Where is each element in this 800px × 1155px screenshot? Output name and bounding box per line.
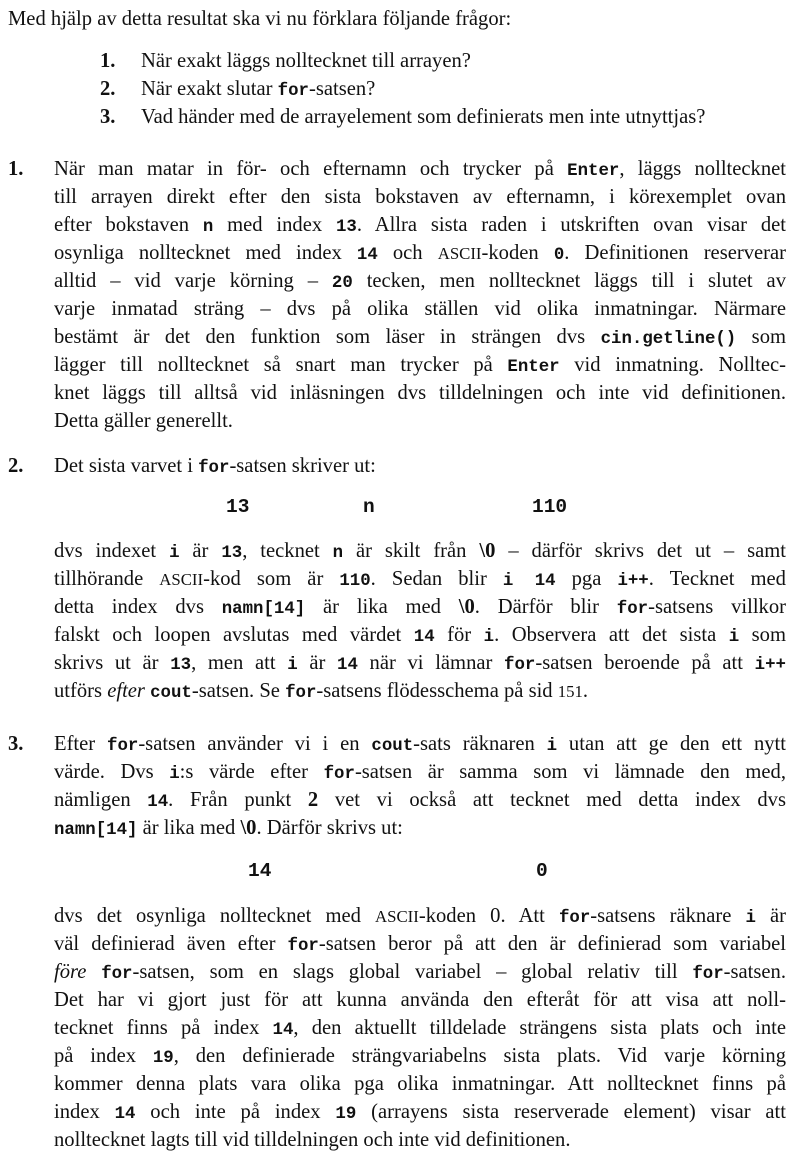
paragraph-line: detta index dvs namn[14] är lika med \0. Därför blir for-satsens villkor [54, 596, 786, 619]
paragraph-line: varje inmatad sträng – dvs på olika ställen vid olika inmatningar. Närmare [54, 298, 786, 320]
paragraph-line: nämligen 14. Från punkt 2 vet vi också att tecknet med detta index dvs [54, 789, 786, 812]
paragraph-line: utförs efter cout-satsen. Se for-satsens flödesschema på sid 151. [54, 680, 589, 703]
paragraph-line: lägger till nolltecknet så snart man trycker på Enter vid inmatning. Nolltec- [54, 354, 786, 377]
paragraph-line: Det har vi gjort just för att kunna använda den efteråt för att visa att noll- [54, 989, 786, 1011]
paragraph-line: bestämt är det den funktion som läser in strängen dvs cin.getline() som [54, 326, 787, 349]
answer-number: 2. [8, 455, 24, 477]
paragraph-line: När man matar in för- och efternamn och trycker på Enter, läggs nolltecknet [54, 158, 786, 181]
paragraph-line: väl definierad även efter for-satsen beror på att den är definierad som variabel [54, 933, 786, 956]
output-index: 14 [248, 860, 272, 882]
paragraph-line: tillhörande ASCII-kod som är 110. Sedan blir i 14 pga i++. Tecknet med [54, 568, 786, 591]
paragraph-line: dvs det osynliga nolltecknet med ASCII-koden 0. Att for-satsens räknare i är [54, 905, 786, 928]
question-2: När exakt slutar for-satsen? [141, 78, 376, 101]
paragraph-line: Det sista varvet i for-satsen skriver ut: [54, 455, 376, 478]
paragraph-line: kommer denna plats vara olika pga olika inmatningar. Att nolltecknet finns på [54, 1073, 786, 1095]
paragraph-line: Efter for-satsen använder vi i en cout-sats räknaren i utan att ge den ett nytt [54, 733, 786, 756]
paragraph-line: osynliga nolltecknet med index 14 och ASCII-koden 0. Definitionen reserverar [54, 242, 786, 265]
paragraph-line: tecknet finns på index 14, den aktuellt tilldelade strängens sista plats och inte [54, 1017, 786, 1040]
paragraph-line: namn[14] är lika med \0. Därför skrivs ut: [54, 817, 403, 840]
paragraph-line: efter bokstaven n med index 13. Allra sista raden i utskriften ovan visar det [54, 214, 786, 237]
question-number: 2. [100, 78, 116, 100]
paragraph-line: knet läggs till alltså vid inläsningen dvs tilldelningen och inte vid definitionen. [54, 382, 786, 404]
paragraph-line: index 14 och inte på index 19 (arrayens sista reserverade element) visar att [54, 1101, 786, 1124]
question-3: Vad händer med de arrayelement som definierats men inte utnyttjas? [141, 106, 706, 128]
question-number: 3. [100, 106, 116, 128]
paragraph-line: på index 19, den definierade strängvariabelns sista plats. Vid varje körning [54, 1045, 786, 1068]
paragraph-line: Detta gäller generellt. [54, 410, 233, 432]
question-1: När exakt läggs nolltecknet till arrayen? [141, 50, 471, 72]
paragraph-line: nolltecknet lagts till vid tilldelningen och inte vid definitionen. [54, 1129, 571, 1151]
output-ascii: 0 [536, 860, 548, 882]
paragraph-line: alltid – vid varje körning – 20 tecken, men nolltecknet läggs till i slutet av [54, 270, 786, 293]
paragraph-line: till arrayen direkt efter den sista bokstaven av efternamn, i körexemplet ovan [54, 186, 786, 208]
answer-number: 3. [8, 733, 24, 755]
paragraph-line: dvs indexet i är 13, tecknet n är skilt från \0 – därför skrivs det ut – samt [54, 540, 787, 563]
paragraph-line: skrivs ut är 13, men att i är 14 när vi lämnar for-satsen beroende på att i++ [54, 652, 786, 675]
intro-text: Med hjälp av detta resultat ska vi nu förklara följande frågor: [8, 8, 512, 30]
paragraph-line: värde. Dvs i:s värde efter for-satsen är samma som vi lämnade den med, [54, 761, 786, 784]
output-index: 13 [226, 496, 250, 518]
question-number: 1. [100, 50, 116, 72]
answer-number: 1. [8, 158, 24, 180]
paragraph-line: före for-satsen, som en slags global variabel – global relativ till for-satsen. [54, 961, 787, 984]
output-ascii: 110 [532, 496, 568, 518]
paragraph-line: falskt och loopen avslutas med värdet 14 för i. Observera att det sista i som [54, 624, 786, 647]
output-char: n [363, 496, 375, 518]
